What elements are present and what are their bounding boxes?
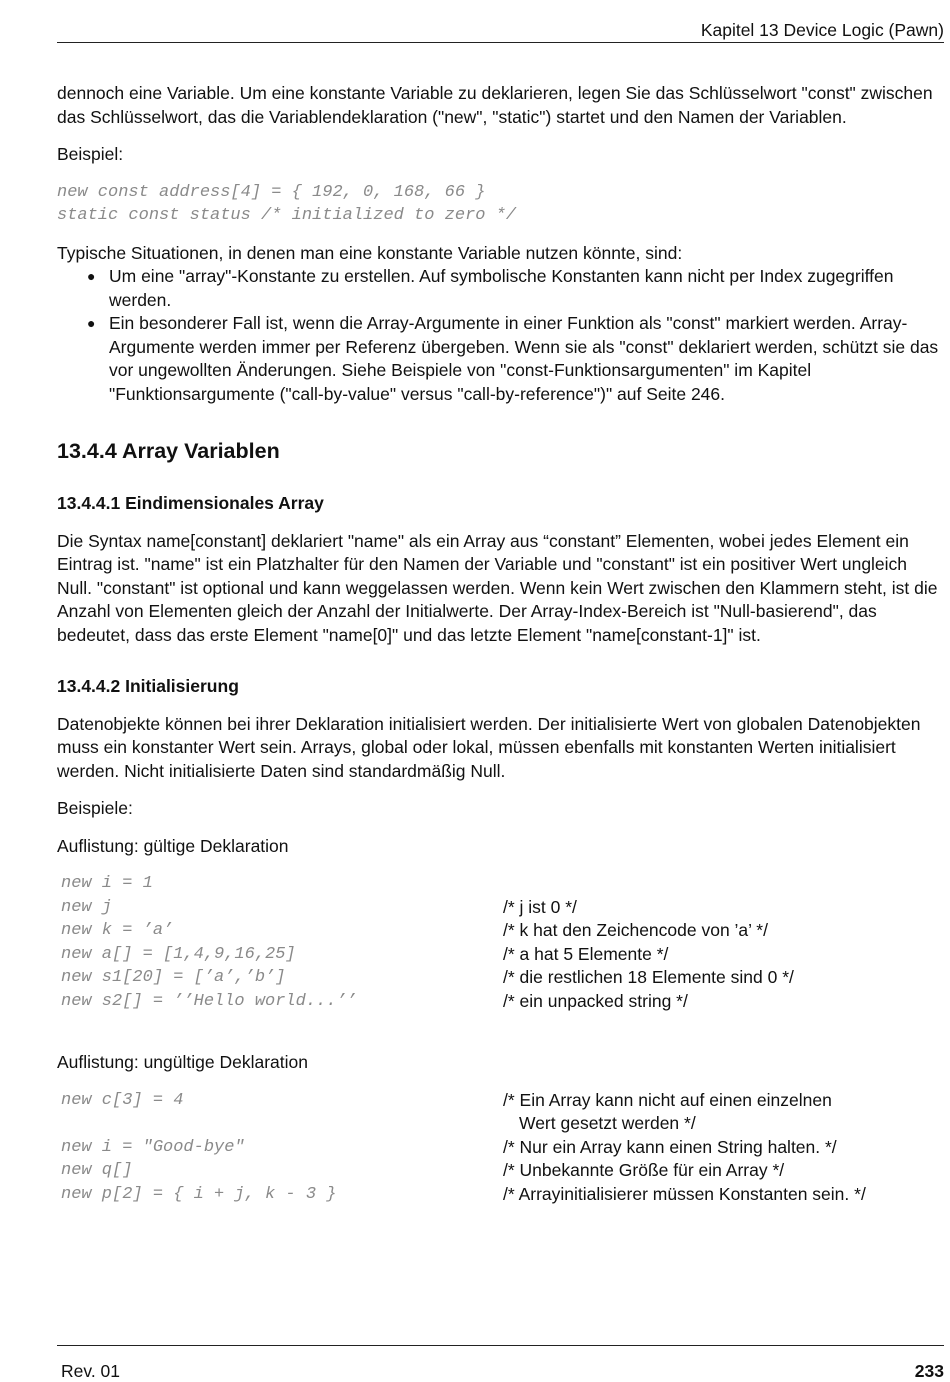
subsection-heading-2: 13.4.4.2 Initialisierung — [57, 676, 239, 696]
comment-cell: /* k hat den Zeichencode von ’a’ */ — [503, 920, 768, 940]
code-line: static const status /* initialized to zero */ — [57, 206, 517, 225]
subsection-heading-1: 13.4.4.1 Eindimensionales Array — [57, 493, 324, 513]
listing-row — [57, 1089, 942, 1113]
comment-cell: /* Arrayinitialisierer müssen Konstanten sein. */ — [503, 1183, 866, 1204]
listing-row-continued — [57, 1112, 942, 1136]
comment-cell: /* die restlichen 18 Elemente sind 0 */ — [503, 967, 794, 987]
listing-row — [57, 1136, 942, 1160]
comment-cell: /* j ist 0 */ — [503, 896, 577, 917]
listing-row — [57, 966, 942, 990]
comment-cell: /* ein unpacked string */ — [503, 990, 688, 1011]
code-line: new const address[4] = { 192, 0, 168, 66 } — [57, 182, 486, 202]
bullet-icon: ● — [87, 268, 96, 284]
code-cell: new k = ’a’ — [61, 921, 174, 940]
code-cell: new a[] = [1,4,9,16,25] — [61, 944, 296, 964]
list-item-text: Um eine "array"-Konstante zu erstellen. Auf symbolische Konstanten kann nicht per Index zugegriffen werden. — [109, 266, 894, 310]
example-label: Beispiel: — [57, 144, 124, 164]
code-cell: new i = 1 — [61, 874, 153, 893]
list-item-text: Ein besonderer Fall ist, wenn die Array-Argumente in einer Funktion als "const" markiert werden. Array-Argumente werden immer per Referenz übergeben. Wenn sie als "const" deklariert werden, schützt sie das vor ungewollten Änderungen. Siehe Beispiele von "const-Funktionsargumenten" im Kapitel "Funktionsargumente ("call-by-value" versus "call-by-reference")" auf Seite 246. — [109, 313, 939, 404]
comment-cell: /* Unbekannte Größe für ein Array */ — [503, 1160, 785, 1180]
code-cell: new q[] — [61, 1161, 133, 1180]
code-cell: new c[3] = 4 — [61, 1090, 184, 1110]
intro-paragraph: dennoch eine Variable. Um eine konstante Variable zu deklarieren, legen Sie das Schlüsselwort "const" zwischen das Schlüsselwort, das die Variablendeklaration ("new", "static") startet und den Namen der Variablen. — [57, 83, 933, 127]
array-syntax-paragraph: Die Syntax name[constant] deklariert "name" als ein Array aus “constant” Elementen, wobei jedes Element ein Eintrag ist. "name" ist ein Platzhalter für den Namen der Variable und "constant" ist ein positiver Wert ungleich Null. "constant" ist optional und kann weggelassen werden. Wenn kein Wert zwischen den Klammern steht, ist die Anzahl von Elementen gleich der Anzahl der Initialwerte. Der Array-Index-Bereich ist "Null-basierend", das bedeutet, dass das erste Element "name[0]" und das letzte Element "name[constant-1]" ist. — [57, 530, 938, 645]
code-cell: new s2[] = ’’Hello world...’’ — [61, 991, 357, 1011]
situations-paragraph: Typische Situationen, in denen man eine konstante Variable nutzen könnte, sind: — [57, 242, 683, 263]
comment-cell: /* a hat 5 Elemente */ — [503, 943, 669, 964]
section-heading: 13.4.4 Array Variablen — [57, 439, 280, 463]
page-header — [57, 18, 944, 43]
code-cell: new j — [61, 897, 113, 917]
page-content — [57, 82, 942, 1206]
valid-listing-label: Auflistung: gültige Deklaration — [57, 835, 289, 856]
code-cell: new i = "Good-bye" — [61, 1137, 245, 1157]
revision-label: Rev. 01 — [61, 1361, 121, 1381]
listing-row — [57, 919, 942, 943]
valid-listing — [57, 872, 942, 1013]
comment-cell: /* Nur ein Array kann einen String halten. */ — [503, 1136, 837, 1157]
page-footer — [57, 1345, 944, 1380]
listing-row — [57, 896, 942, 920]
listing-row — [57, 990, 942, 1014]
list-item — [57, 265, 942, 312]
comment-cell: Wert gesetzt werden */ — [519, 1113, 696, 1133]
code-block-const — [57, 181, 942, 228]
initialization-paragraph: Datenobjekte können bei ihrer Deklaration initialisiert werden. Der initialisierte Wert von globalen Datenobjekten muss ein konstanter Wert sein. Arrays, global oder lokal, müssen ebenfalls mit konstanten Werten initialisiert werden. Nicht initialisierte Daten sind standardmäßig Null. — [57, 713, 921, 781]
code-cell: new s1[20] = [’a’,’b’] — [61, 968, 286, 987]
listing-row — [57, 1183, 942, 1207]
page-number: 233 — [914, 1361, 944, 1381]
list-item — [57, 312, 942, 406]
listing-row — [57, 872, 942, 896]
invalid-listing — [57, 1089, 942, 1207]
invalid-listing-label: Auflistung: ungültige Deklaration — [57, 1052, 308, 1072]
listing-row — [57, 943, 942, 967]
examples-label: Beispiele: — [57, 798, 133, 818]
comment-cell: /* Ein Array kann nicht auf einen einzelnen — [503, 1089, 832, 1110]
listing-row — [57, 1159, 942, 1183]
code-cell: new p[2] = { i + j, k - 3 } — [61, 1184, 337, 1204]
bullet-icon: ● — [87, 315, 96, 331]
chapter-title: Kapitel 13 Device Logic (Pawn) — [700, 20, 944, 40]
bullet-list — [57, 265, 942, 406]
